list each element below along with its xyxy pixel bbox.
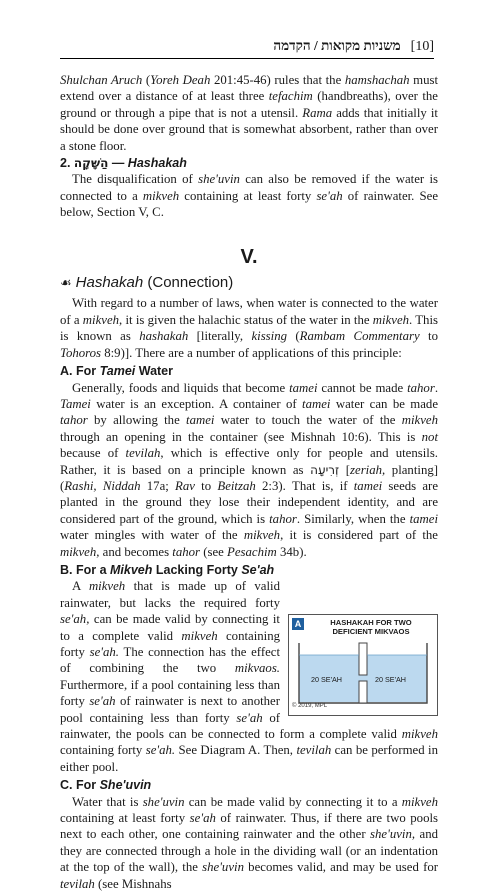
text-run: not (421, 429, 438, 444)
text-run: Beitzah (217, 478, 256, 493)
text-run: A (72, 579, 89, 594)
running-head (60, 38, 434, 59)
text-run: tamei (409, 511, 438, 526)
section-numeral: V. (240, 245, 258, 268)
text-run: Tohoros (60, 345, 102, 360)
text-run: se'ah (316, 188, 343, 203)
text-run: (handbreaths), over the ground or through a pipe that is not a utensil. (60, 89, 438, 120)
text-run: Rama (302, 105, 333, 120)
text-run: can also be removed if the water is connected to a (60, 172, 439, 203)
text-run: hashakah (139, 329, 189, 344)
text-run: tamei (289, 380, 318, 395)
text-run: to (419, 329, 439, 344)
intro-paragraph (60, 72, 438, 154)
text-run: mikveh (243, 528, 281, 543)
subheading-italic: Tamei (99, 364, 136, 379)
subheading-label: A. For (60, 364, 100, 379)
text-run: Water that is (72, 794, 143, 809)
text-run: seeds are planted in the ground they lose their independent identity, and are considered part of the ground, which is (60, 478, 438, 526)
text-run: mikveh, (60, 544, 100, 559)
section-title-rest: (Connection) (143, 274, 234, 292)
text-run: [literally, (188, 329, 252, 344)
text-run: With regard to a number of laws, when water is connected to the water of a (60, 296, 438, 327)
text-run: becomes valid, and may be used for (243, 860, 438, 875)
text-run: See Diagram A. Then, (175, 743, 297, 758)
text-run: she'uvin, (370, 827, 416, 842)
page-number: [10] (410, 39, 434, 54)
text-run: Pesachim (227, 544, 277, 559)
text-run: The disqualification of (72, 172, 199, 187)
dividing-wall-top (359, 643, 367, 675)
text-run: tahor (60, 413, 88, 428)
subheading-hashakah (60, 155, 438, 171)
text-run: tahor (407, 380, 435, 395)
text-run: mikveh (82, 312, 120, 327)
left-pool-label: 20 SE'AH (311, 675, 342, 685)
paragraph-b-with-diagram (60, 578, 438, 775)
text-run: tamei (353, 478, 383, 493)
text-run: Rambam Commentary (299, 329, 420, 344)
body-text (60, 72, 438, 892)
text-run: she'uvin (198, 172, 240, 187)
text-run: se'ah (236, 710, 263, 725)
subheading-label: B. For a (60, 562, 111, 577)
diagram-title-line: HASHAKAH FOR TWO (330, 618, 412, 628)
text-run: mikveh (401, 727, 438, 742)
text-run: of rainwater. See below, Section V, C. (60, 188, 438, 220)
text-run: , which is effective only for people and utensils. Rather, it is based on a principle known as (60, 446, 438, 477)
text-run: זְרִיעָה (310, 462, 340, 477)
text-run: must extend over a distance of at least three (60, 73, 439, 104)
text-run: . Similarly, when the (296, 511, 410, 526)
text-run: she'uvin (202, 860, 244, 875)
diagram-a (288, 614, 438, 716)
subheading-label: C. For (60, 778, 100, 793)
text-run: can be made valid by connecting it to a (184, 794, 402, 809)
text-run: se'ah (189, 811, 216, 826)
section-title (60, 275, 438, 291)
text-run: mikveh (88, 579, 126, 594)
text-run: she'uvin (142, 794, 185, 809)
subheading-b (60, 562, 438, 578)
text-run: tevilah (125, 446, 161, 461)
text-run: Tamei (60, 396, 91, 411)
text-run: [ (339, 462, 351, 477)
text-run: se'ah (89, 694, 116, 709)
hashakah-paragraph (60, 171, 438, 220)
text-run: can be made valid by connecting it to a complete valid (60, 612, 280, 643)
text-run: hamshachah (344, 73, 410, 87)
subheading-c (60, 777, 438, 793)
text-run: through an opening in the container (see Mishnah 10:6). This is (60, 429, 422, 444)
text-run: mikveh (401, 794, 438, 809)
ornament-icon: ☙ (60, 275, 72, 291)
text-run: zeriah, (350, 462, 386, 477)
text-run: that is made up of valid rainwater, but lacks the required forty (60, 579, 280, 610)
subheading-italic: Se'ah (241, 562, 275, 577)
text-run: (see Mishnahs (94, 876, 172, 891)
subheading-title: Hashakah (127, 156, 187, 171)
subheading-dash: — (108, 156, 128, 171)
dividing-wall-bottom (359, 681, 367, 703)
text-run: tahor (172, 544, 201, 559)
subheading-italic: Mikveh (110, 562, 153, 577)
text-run: of rainwater. Thus, if there are two pools next to each other, one containing rainwater and the other (60, 811, 438, 842)
text-run: se'ah. (145, 743, 176, 758)
text-run: adds that initially it should be done over ground that is somewhat absorbent, rather than over a stone floor. (60, 105, 438, 153)
text-run: water mingles with water of the (60, 528, 244, 543)
subheading-a (60, 363, 438, 379)
paragraph-c (60, 794, 438, 892)
text-run: of rainwater, the pools can be connected to form a complete valid (60, 710, 402, 742)
text-run: Shulchan Aruch (60, 73, 143, 87)
text-run: 201:45-46) rules that the (210, 73, 345, 87)
text-run: planting] ( (60, 462, 438, 493)
text-run: mikveh (372, 312, 410, 327)
paragraph-a (60, 380, 438, 560)
text-run: of rainwater is next to another pool containing less than forty (60, 694, 280, 725)
text-run: containing forty (60, 628, 281, 659)
text-run: water is an exception. A container of (90, 396, 303, 411)
text-run: tevilah (296, 743, 332, 758)
subheading-italic: She'uvin (99, 778, 152, 793)
subheading-rest: Water (135, 364, 174, 379)
text-run: containing forty (60, 743, 146, 758)
text-run: mikveh (142, 188, 180, 203)
text-run: 8:9)]. There are a number of applications of this principle: (101, 345, 402, 360)
text-run: Generally, foods and liquids that become (72, 380, 290, 395)
text-run: kissing (251, 329, 288, 344)
text-run: ( (142, 73, 151, 87)
text-run: . This is known as (60, 312, 438, 344)
text-run: tamei (186, 413, 215, 428)
text-run: can be performed in either pool. (60, 743, 438, 774)
text-run: mikveh (401, 413, 438, 428)
text-run: tevilah (60, 876, 95, 891)
text-run: (see (200, 544, 228, 559)
text-run: Rashi, Niddah (64, 478, 141, 493)
text-run: by allowing the (87, 413, 187, 428)
text-run: water to touch the water of the (214, 413, 402, 428)
text-run: Furthermore, if a pool containing less than forty (60, 677, 280, 709)
text-run: , it is considered part of the (280, 528, 438, 543)
text-run: Rav (175, 478, 195, 493)
text-run: and becomes (99, 544, 173, 559)
text-run: 34b). (276, 544, 307, 559)
section-intro-paragraph (60, 295, 438, 361)
text-run: , it is given the halachic status of the water in the (119, 312, 373, 327)
text-run: because of (60, 446, 126, 461)
text-run: mikveh (181, 628, 218, 643)
subheading-number: 2. (60, 156, 74, 171)
text-run: se'ah. (89, 645, 120, 659)
text-run: tefachim (268, 89, 313, 104)
subheading-mid: Lacking Forty (152, 562, 242, 577)
text-run: ( (287, 329, 300, 344)
right-pool-label: 20 SE'AH (375, 675, 406, 685)
text-run: 17a; (140, 478, 176, 493)
text-run: cannot be made (317, 380, 408, 395)
diagram-copyright: © 2019, MPL (292, 702, 328, 709)
diagram-letter: A (292, 618, 304, 630)
section-title-italic: Hashakah (75, 274, 144, 292)
text-run: water can be made (330, 396, 438, 411)
text-run: containing at least forty (179, 188, 317, 203)
text-run: The connection has the effect of combining the two (60, 645, 281, 676)
text-run: mikvaos. (234, 661, 280, 676)
text-run: to (194, 478, 218, 493)
text-run: tahor (269, 511, 297, 526)
text-run: se'ah, (60, 612, 90, 627)
diagram-title-line: DEFICIENT MIKVAOS (332, 627, 410, 637)
text-run: . (434, 380, 439, 395)
text-run: tamei (302, 396, 331, 411)
subheading-hebrew: הַשָּׁקָה (73, 156, 109, 171)
text-run: containing at least forty (60, 811, 190, 826)
text-run: Yoreh Deah (150, 73, 211, 87)
text-run: 2:3). That is, if (255, 478, 354, 493)
text-run: and they are connected through a hole in the dividing wall (or an indentation at the top of the wall), the (60, 827, 438, 875)
running-head-title: משניות מקואות / הקדמה (273, 38, 401, 53)
